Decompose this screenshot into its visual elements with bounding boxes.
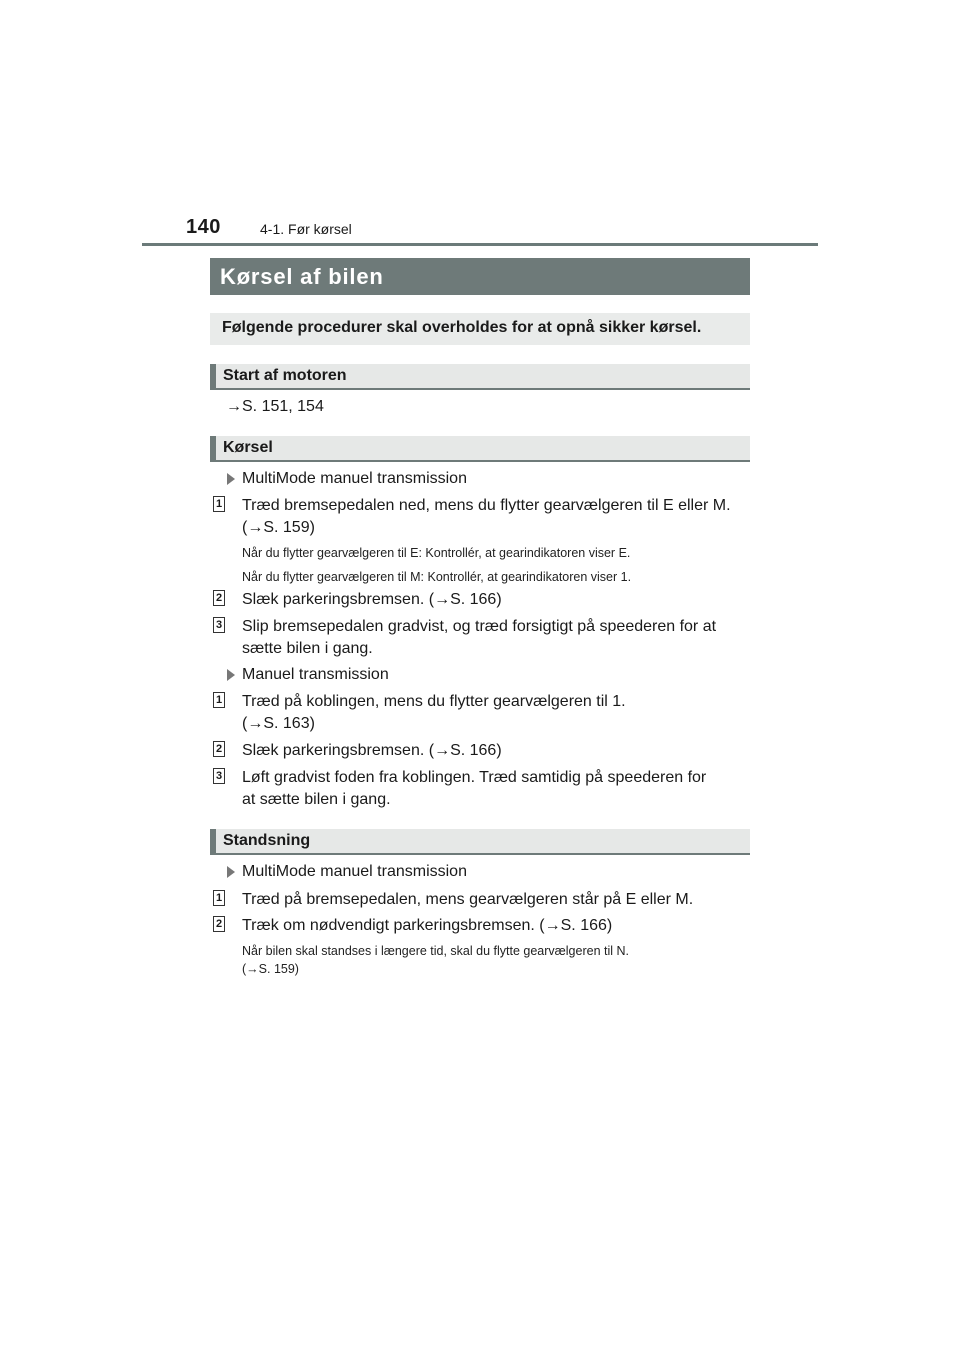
breadcrumb: 4-1. Før kørsel [260, 221, 352, 237]
driving-man-step-1-ref: (→S. 163) [242, 715, 315, 732]
page-number: 140 [186, 216, 221, 238]
stopping-step-1: Træd på bremsepedalen, mens gearvælgeren står på E eller M. [242, 891, 694, 908]
driving-mm-step-3-line-2: sætte bilen i gang. [242, 640, 373, 657]
step-number-1: 1 [213, 496, 225, 512]
driving-mm-note-2: Når du flytter gearvælgeren til M: Kontrollér, at gearindikatoren viser 1. [242, 570, 632, 584]
subheading-multimode: MultiMode manuel transmission [242, 470, 467, 487]
driving-mm-step-1: Træd bremsepedalen ned, mens du flytter gearvælgeren til E eller M. [242, 497, 731, 514]
driving-man-step-2: Slæk parkeringsbremsen. (→S. 166) [242, 742, 502, 759]
stopping-step-2: Træk om nødvendigt parkeringsbremsen. (→S. 166) [242, 917, 613, 934]
driving-mm-step-2: Slæk parkeringsbremsen. (→S. 166) [242, 591, 502, 608]
step-number-3: 3 [213, 768, 225, 784]
header-divider [142, 243, 818, 246]
step-number-2: 2 [213, 741, 225, 757]
step-number-2: 2 [213, 590, 225, 606]
bullet-icon [227, 866, 235, 878]
driving-man-step-3-line-2: at sætte bilen i gang. [242, 791, 391, 808]
step-number-1: 1 [213, 692, 225, 708]
stopping-note-line-2: (→S. 159) [242, 962, 299, 976]
page-title-bar [210, 258, 750, 295]
stopping-note-line-1: Når bilen skal standses i længere tid, skal du flytte gearvælgeren til N. [242, 944, 629, 958]
step-number-2: 2 [213, 916, 225, 932]
bullet-icon [227, 473, 235, 485]
driving-mm-step-1-ref: (→S. 159) [242, 519, 315, 536]
driving-man-step-1: Træd på koblingen, mens du flytter gearvælgeren til 1. [242, 693, 626, 710]
subheading-manual: Manuel transmission [242, 666, 389, 683]
step-number-3: 3 [213, 617, 225, 633]
section-heading-stopping: Standsning [210, 829, 750, 855]
page-title: Kørsel af bilen [220, 264, 384, 289]
driving-mm-note-1: Når du flytter gearvælgeren til E: Kontrollér, at gearindikatoren viser E. [242, 546, 631, 560]
subheading-stop-multimode: MultiMode manuel transmission [242, 863, 467, 880]
step-number-1: 1 [213, 890, 225, 906]
section-heading-driving: Kørsel [210, 436, 750, 462]
bullet-icon [227, 669, 235, 681]
driving-man-step-3-line-1: Løft gradvist foden fra koblingen. Træd samtidig på speederen for [242, 769, 707, 786]
driving-mm-step-3-line-1: Slip bremsepedalen gradvist, og træd forsigtigt på speederen for at [242, 618, 717, 635]
start-reference: →S. 151, 154 [226, 398, 324, 415]
intro-box: Følgende procedurer skal overholdes for at opnå sikker kørsel. [210, 313, 750, 345]
section-heading-start: Start af motoren [210, 364, 750, 390]
